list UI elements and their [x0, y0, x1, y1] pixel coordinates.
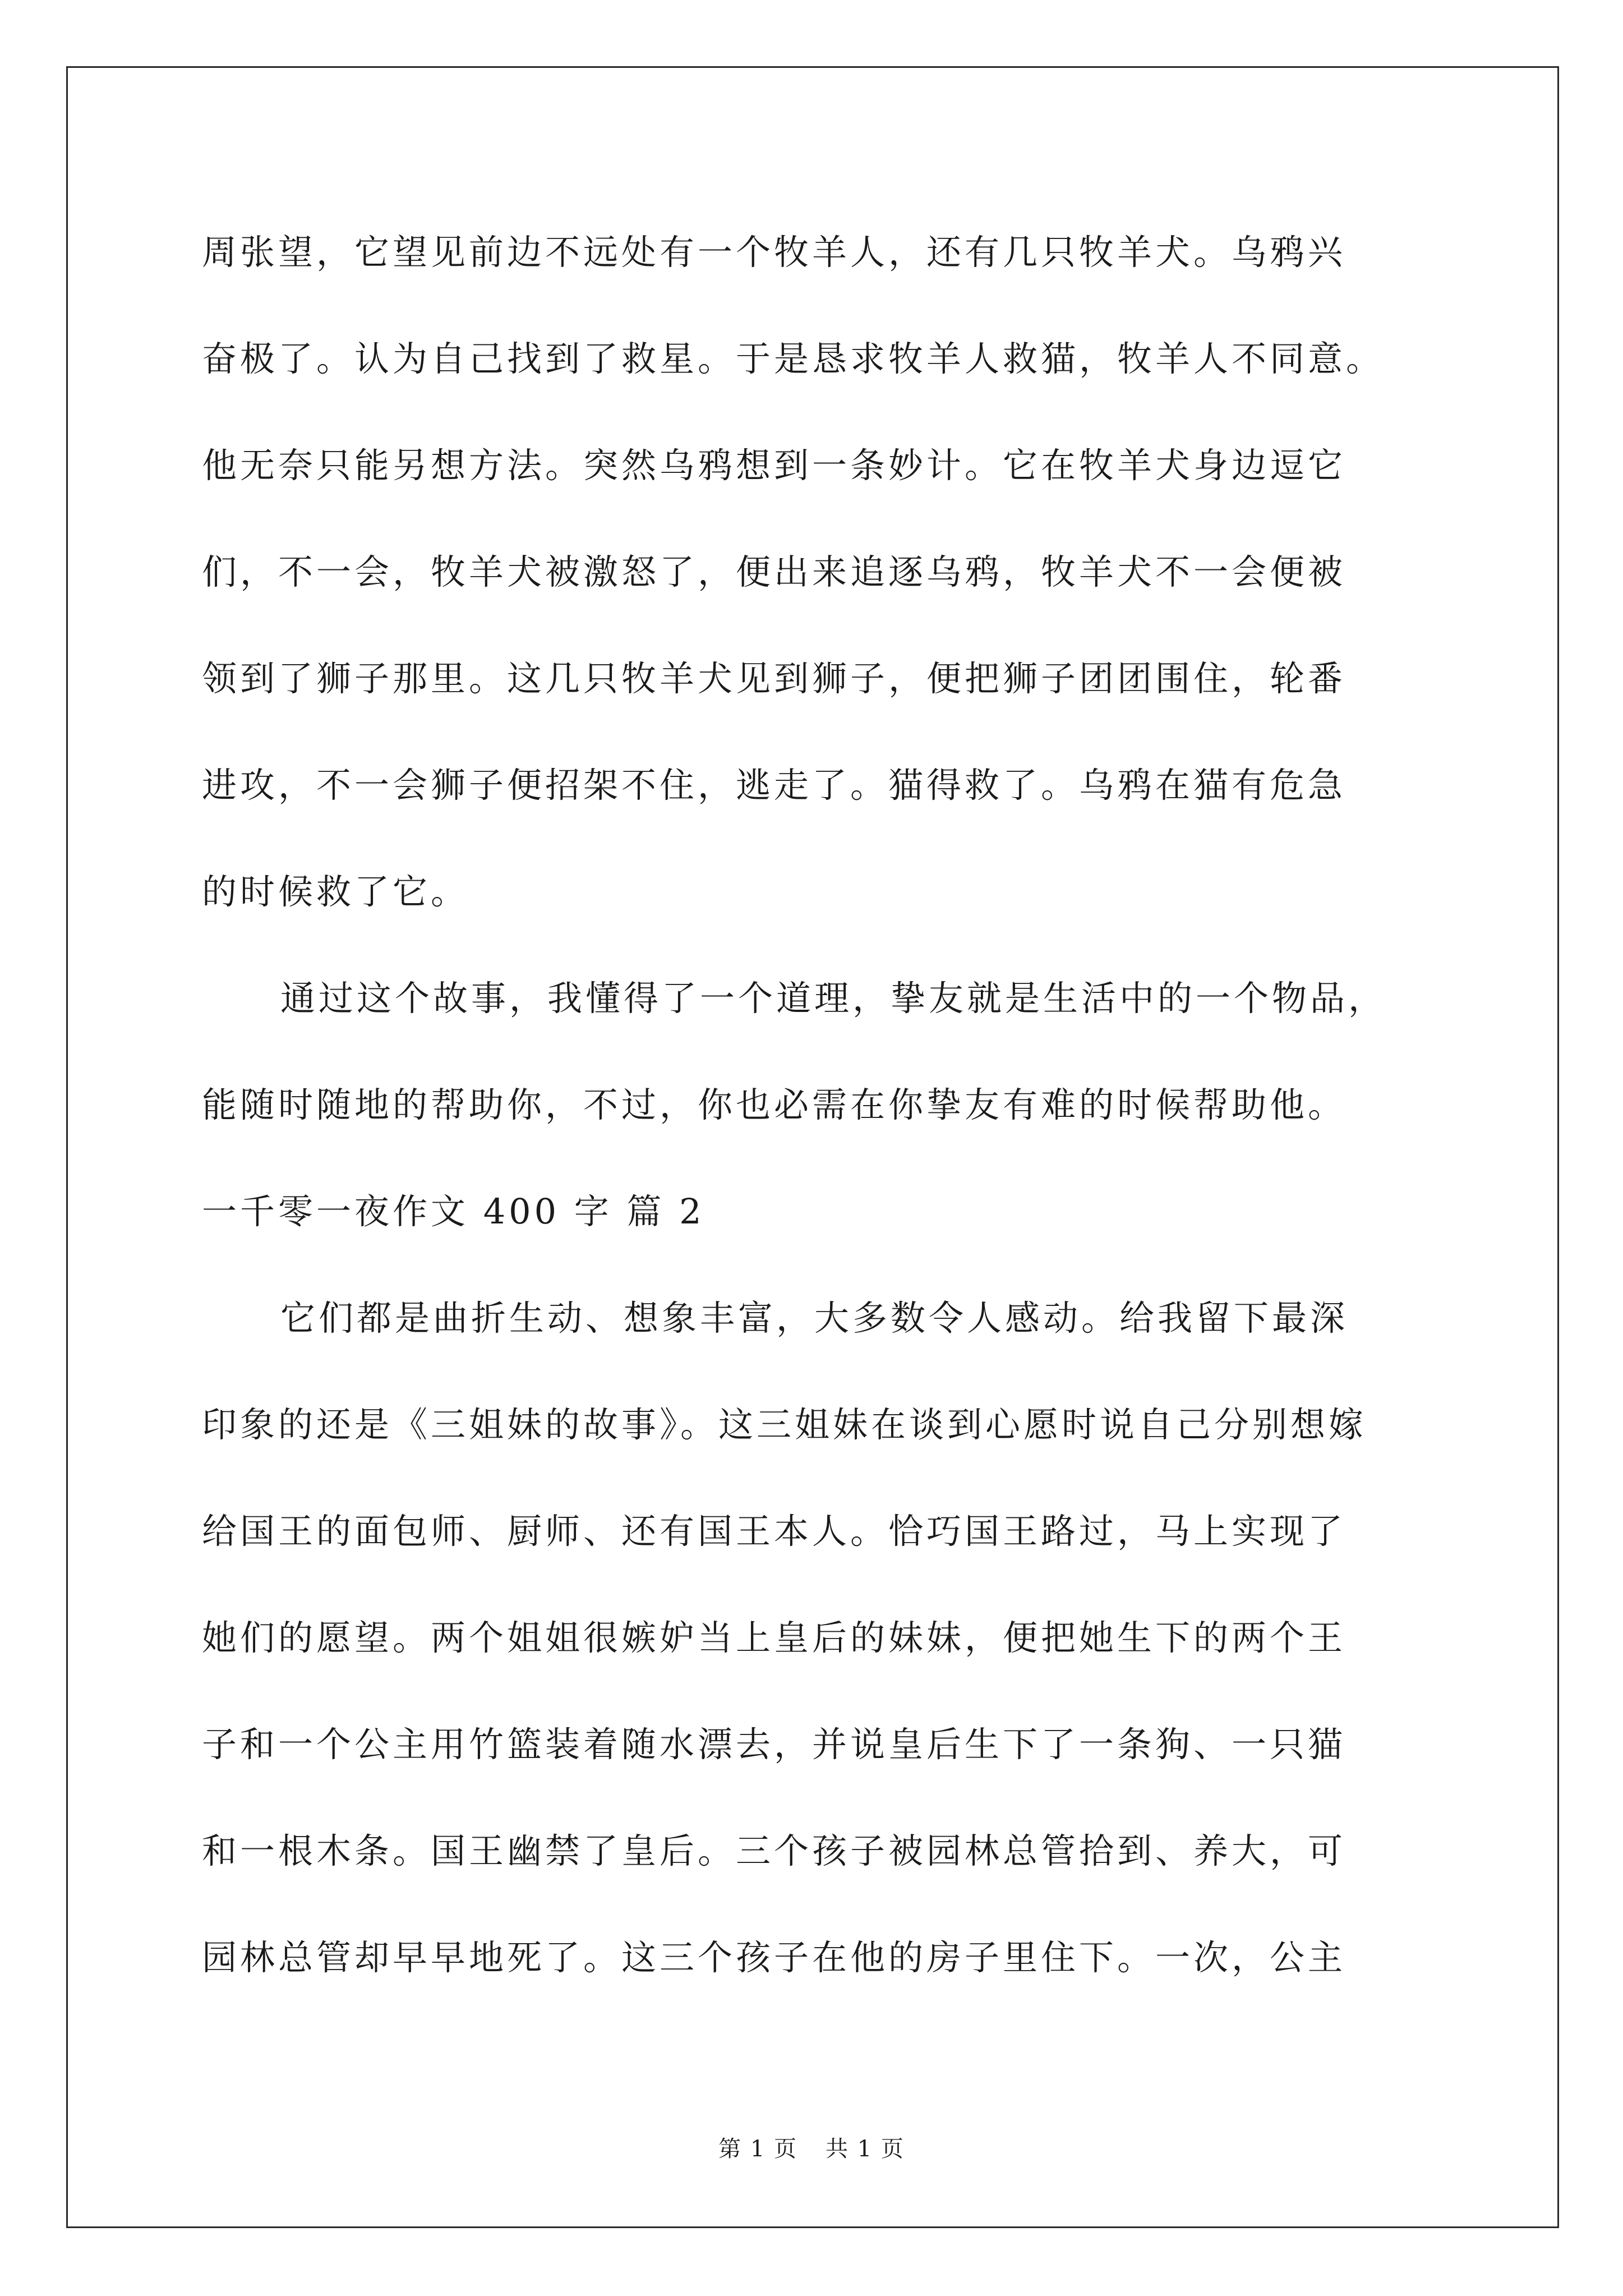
body-line: 和一根木条。国王幽禁了皇后。三个孩子被园林总管拾到、养大，可 — [202, 1830, 1347, 1871]
section-heading: 一千零一夜作文 400 字 篇 2 — [202, 1191, 705, 1232]
body-line: 周张望，它望见前边不远处有一个牧羊人，还有几只牧羊犬。乌鸦兴 — [202, 232, 1347, 273]
paragraph-start-line: 通过这个故事，我懂得了一个道理，挚友就是生活中的一个物品， — [280, 978, 1387, 1019]
body-line: 们，不一会，牧羊犬被激怒了，便出来追逐乌鸦，牧羊犬不一会便被 — [202, 551, 1347, 592]
page-border — [66, 66, 1559, 2228]
body-line: 给国王的面包师、厨师、还有国王本人。恰巧国王路过，马上实现了 — [202, 1511, 1347, 1552]
body-line: 印象的还是《三姐妹的故事》。这三姐妹在谈到心愿时说自己分别想嫁 — [202, 1404, 1367, 1445]
paragraph-start-line: 它们都是曲折生动、想象丰富，大多数令人感动。给我留下最深 — [280, 1297, 1349, 1338]
page-footer — [0, 2135, 1623, 2163]
body-line: 领到了狮子那里。这几只牧羊犬见到狮子，便把狮子团团围住，轮番 — [202, 658, 1347, 699]
page-number: 第 1 页 — [718, 2136, 797, 2162]
body-line: 奋极了。认为自己找到了救星。于是恳求牧羊人救猫，牧羊人不同意。 — [202, 338, 1385, 379]
body-line: 进攻，不一会狮子便招架不住，逃走了。猫得救了。乌鸦在猫有危急 — [202, 765, 1347, 806]
body-line: 园林总管却早早地死了。这三个孩子在他的房子里住下。一次，公主 — [202, 1937, 1347, 1978]
body-line: 能随时随地的帮助你，不过，你也必需在你挚友有难的时候帮助他。 — [202, 1084, 1347, 1125]
body-line: 他无奈只能另想方法。突然乌鸦想到一条妙计。它在牧羊犬身边逗它 — [202, 445, 1347, 486]
body-line: 子和一个公主用竹篮装着随水漂去，并说皇后生下了一条狗、一只猫 — [202, 1724, 1347, 1765]
body-line: 她们的愿望。两个姐姐很嫉妒当上皇后的妹妹，便把她生下的两个王 — [202, 1617, 1347, 1658]
page-count: 共 1 页 — [826, 2136, 905, 2162]
body-line: 的时候救了它。 — [202, 871, 469, 912]
